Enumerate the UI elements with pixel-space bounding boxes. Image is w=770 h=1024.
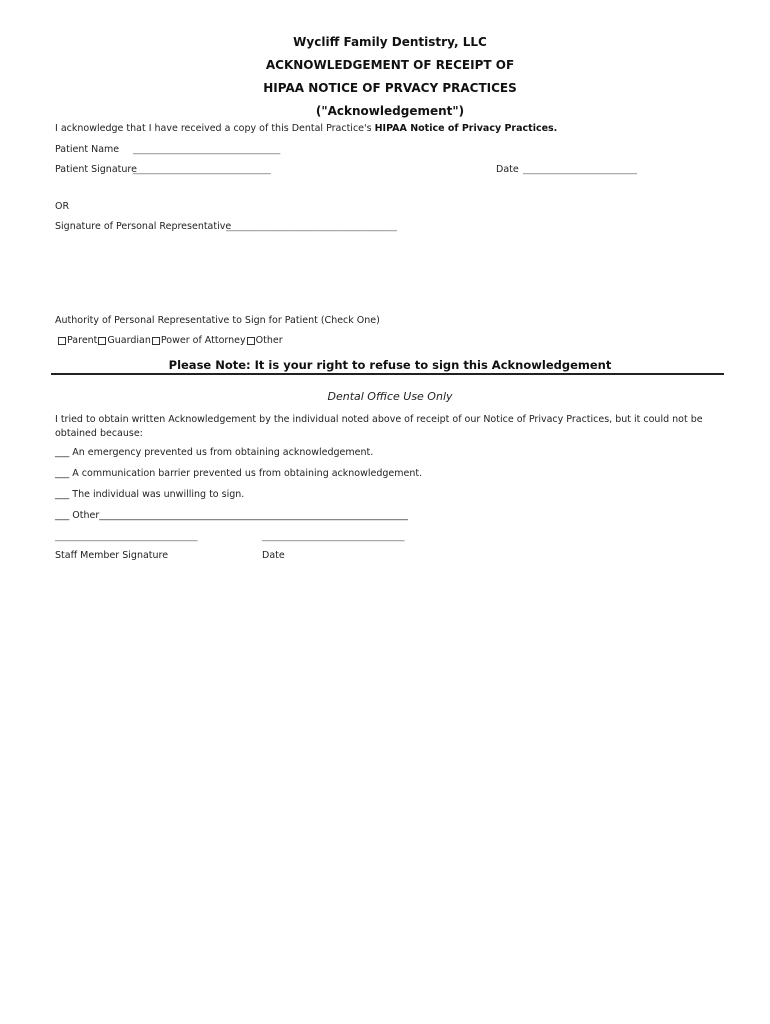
office-use-heading: Dental Office Use Only: [327, 390, 453, 403]
power-of-attorney-checkbox[interactable]: [152, 337, 160, 345]
office-use-intro: I tried to obtain written Acknowledgement by the individual noted above of receipt of our Notice of Privacy Practices, but it could not be obtained because:: [55, 414, 703, 439]
patient-name-label: Patient Name: [55, 144, 120, 155]
parent-option-label: Parent: [67, 335, 98, 346]
staff-date-label: Date: [262, 550, 285, 561]
other-option-label: Other: [255, 335, 283, 346]
reason-communication-barrier: ___ A communication barrier prevented us from obtaining acknowledgement.: [55, 468, 423, 479]
rep-signature-label: Signature of Personal Representative: [55, 221, 232, 232]
or-label: OR: [55, 201, 70, 212]
authority-label: Authority of Personal Representative to Sign for Patient (Check One): [55, 315, 380, 326]
reason-unwilling: ___ The individual was unwilling to sign.: [55, 489, 245, 500]
date-field[interactable]: ________________________: [523, 164, 637, 175]
other-checkbox[interactable]: [247, 337, 255, 345]
staff-date-field[interactable]: ______________________________: [262, 531, 405, 542]
reason-other: ___ Other_________________________________________________________________: [55, 510, 408, 521]
staff-signature-label: Staff Member Signature: [55, 550, 169, 561]
patient-signature-field[interactable]: _____________________________: [133, 164, 271, 175]
date-label: Date: [496, 164, 519, 175]
guardian-option-label: Guardian: [107, 335, 151, 346]
patient-name-field[interactable]: _______________________________: [133, 144, 281, 155]
acknowledgement-statement-bold: HIPAA Notice of Privacy Practices.: [374, 123, 558, 134]
patient-signature-label: Patient Signature: [55, 164, 137, 175]
guardian-checkbox[interactable]: [98, 337, 106, 345]
acknowledgement-statement: [55, 123, 557, 134]
section-divider: [51, 373, 724, 375]
rep-signature-field[interactable]: ____________________________________: [226, 221, 397, 232]
refuse-note: Please Note: It is your right to refuse to sign this Acknowledgement: [168, 358, 612, 372]
reason-emergency: ___ An emergency prevented us from obtaining acknowledgement.: [55, 447, 374, 458]
authority-options: [58, 335, 284, 346]
document-title-line3: ("Acknowledgement"): [315, 104, 465, 118]
power-of-attorney-option-label: Power of Attorney: [160, 335, 246, 346]
document-title-line1: ACKNOWLEDGEMENT OF RECEIPT OF: [265, 58, 515, 72]
staff-signature-field[interactable]: ______________________________: [55, 531, 198, 542]
acknowledgement-statement-prefix: I acknowledge that I have received a copy of this Dental Practice's: [55, 123, 375, 134]
document-title-line2: HIPAA NOTICE OF PRVACY PRACTICES: [263, 81, 517, 95]
parent-checkbox[interactable]: [58, 337, 66, 345]
practice-name: Wycliff Family Dentistry, LLC: [293, 35, 487, 49]
